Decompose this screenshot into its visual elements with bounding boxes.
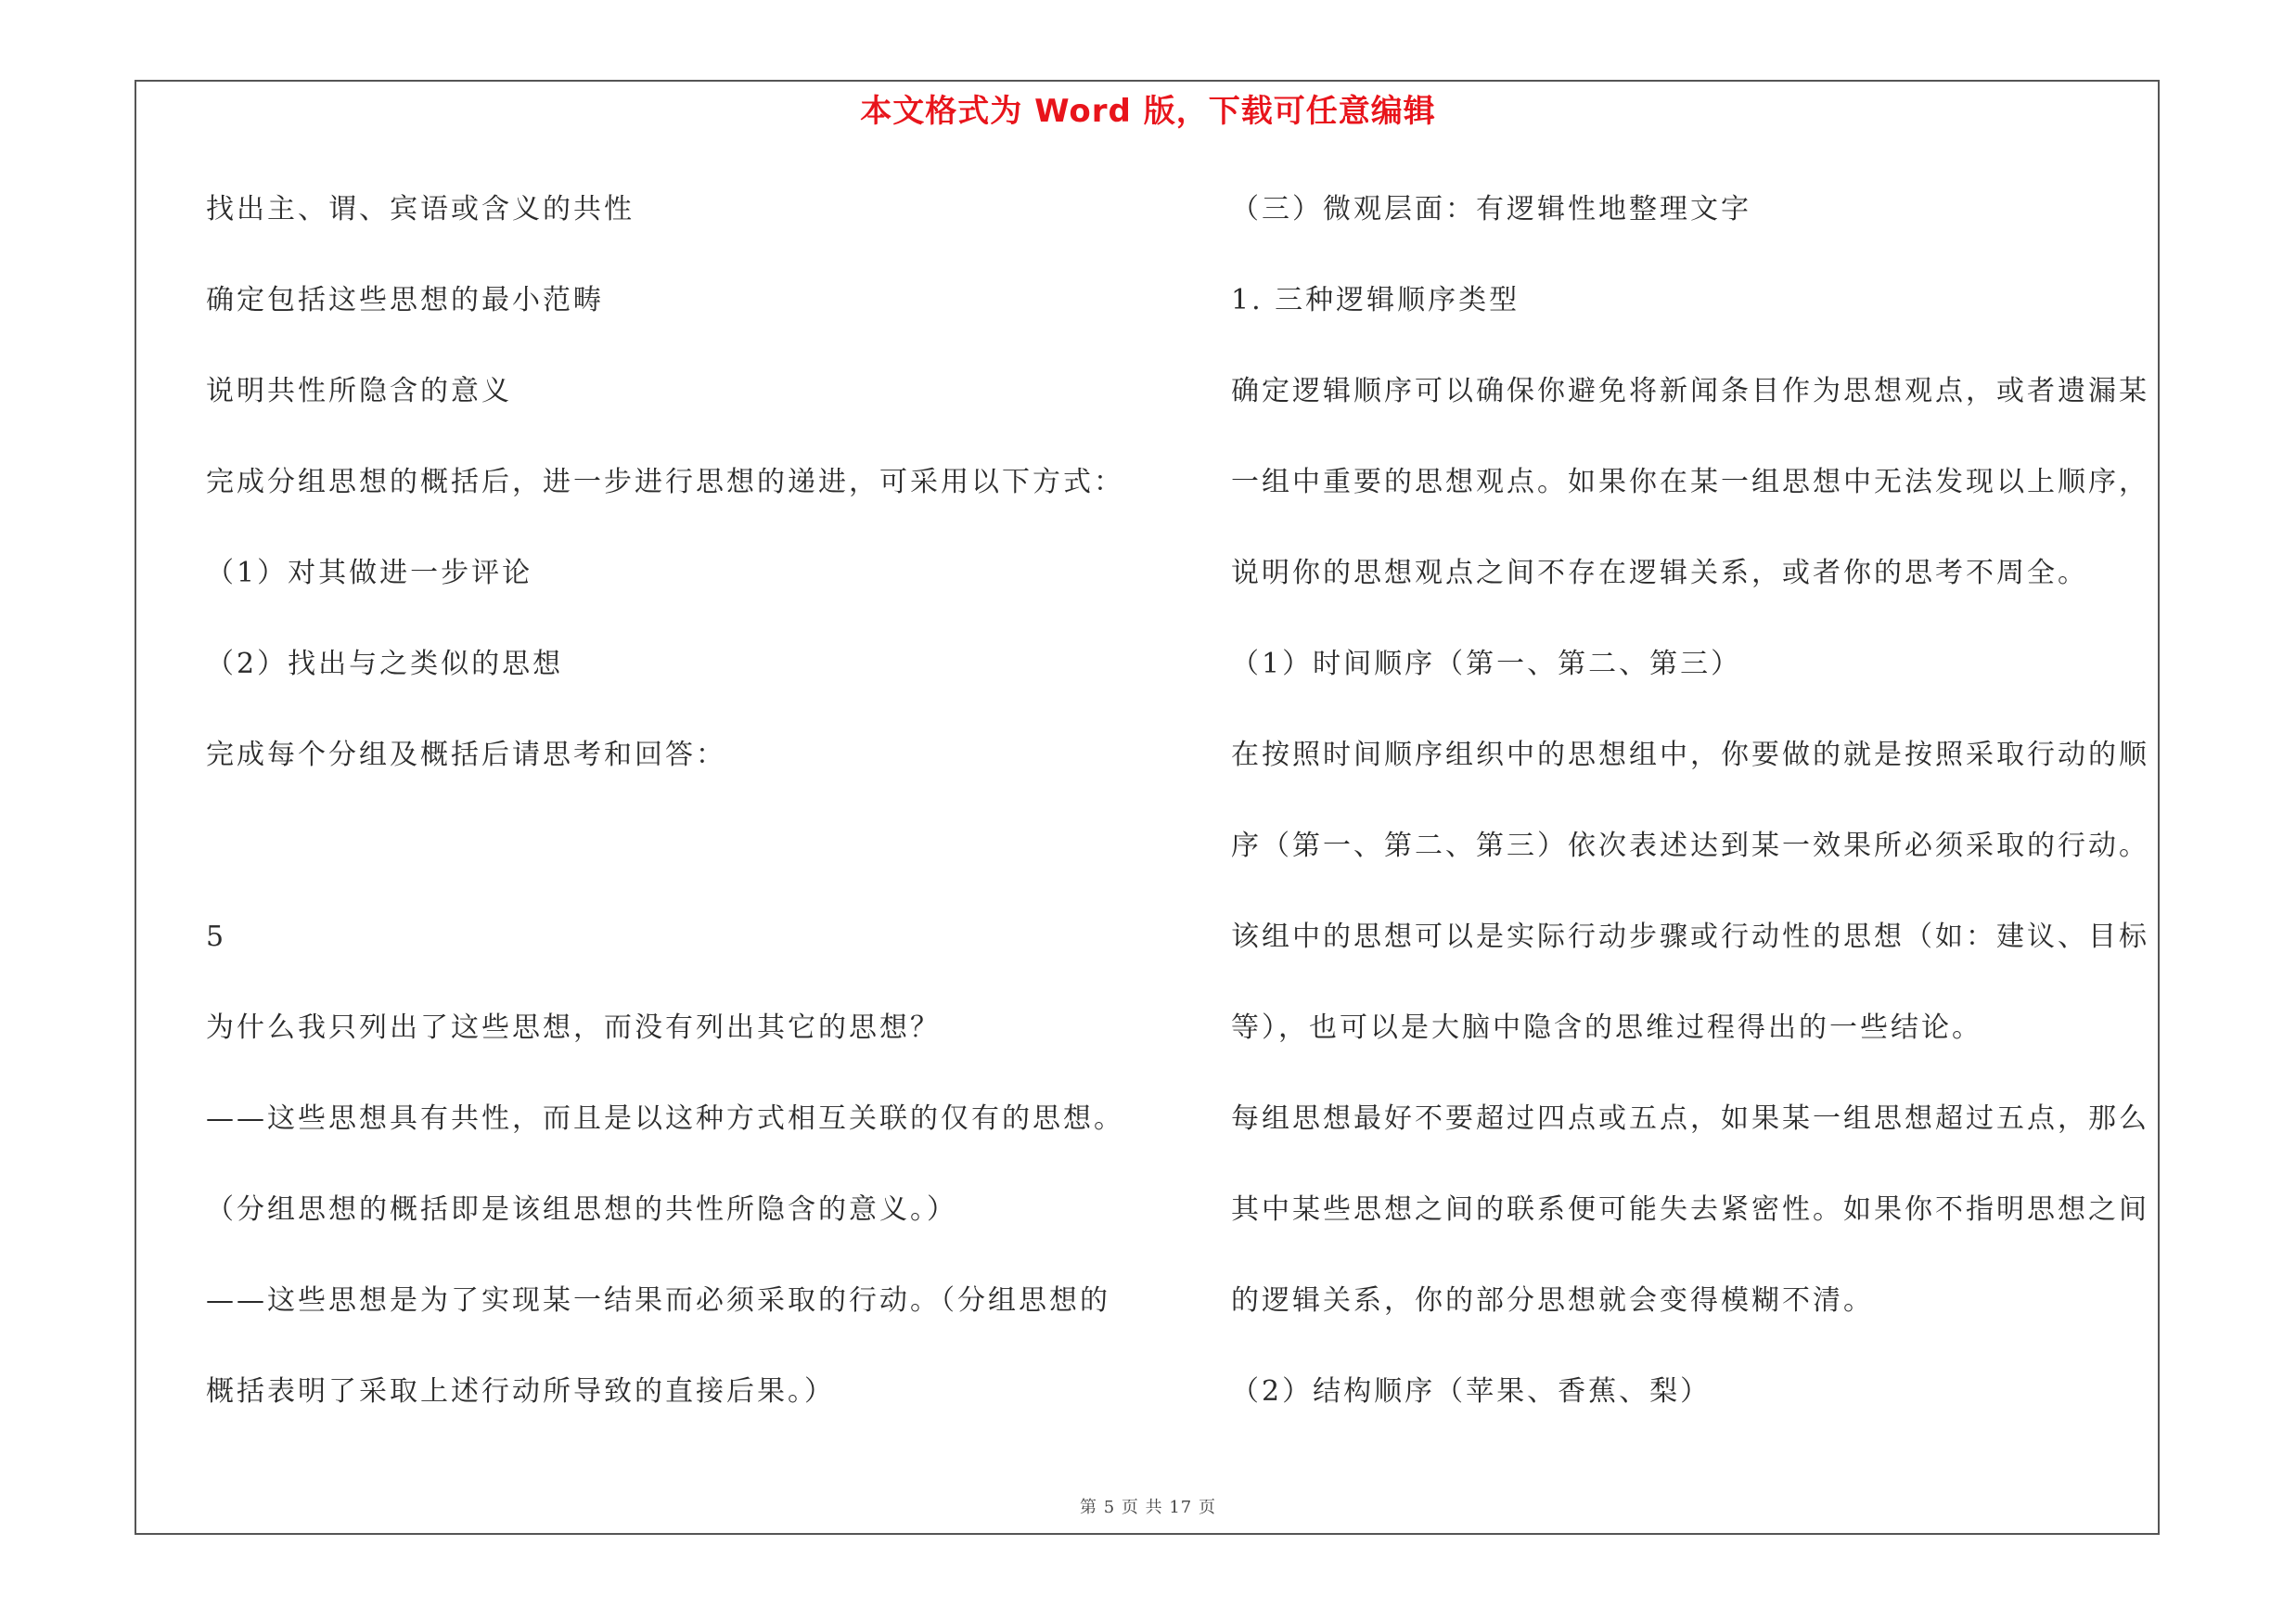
left-page-number: 5 xyxy=(206,921,227,953)
left-line-1: 找出主、谓、宾语或含义的共性 xyxy=(206,193,635,225)
right-line-13: 的逻辑关系，你的部分思想就会变得模糊不清。 xyxy=(1231,1284,1874,1317)
left-line-4: 完成分组思想的概括后，进一步进行思想的递进，可采用以下方式： xyxy=(206,466,1124,498)
editable-notice-banner: 本文格式为 Word 版，下载可任意编辑 xyxy=(860,93,1436,130)
right-line-3: 确定逻辑顺序可以确保你避免将新闻条目作为思想观点，或者遗漏某 xyxy=(1231,375,2149,407)
page-footer: 第 5 页 共 17 页 xyxy=(1080,1498,1216,1517)
left-line-11: （分组思想的概括即是该组思想的共性所隐含的意义。） xyxy=(206,1193,957,1226)
left-line-3: 说明共性所隐含的意义 xyxy=(206,375,512,407)
right-line-7: 在按照时间顺序组织中的思想组中，你要做的就是按照采取行动的顺 xyxy=(1231,739,2149,771)
left-line-10: ——这些思想具有共性，而且是以这种方式相互关联的仅有的思想。 xyxy=(206,1102,1124,1135)
left-line-9: 为什么我只列出了这些思想，而没有列出其它的思想？ xyxy=(206,1011,941,1044)
right-line-6: （1）时间顺序（第一、第二、第三） xyxy=(1231,648,1742,680)
left-line-13: 概括表明了采取上述行动所导致的直接后果。） xyxy=(206,1375,835,1408)
left-line-12: ——这些思想是为了实现某一结果而必须采取的行动。（分组思想的 xyxy=(206,1284,1110,1317)
right-line-4: 一组中重要的思想观点。如果你在某一组思想中无法发现以上顺序， xyxy=(1231,466,2149,498)
right-line-11: 每组思想最好不要超过四点或五点，如果某一组思想超过五点，那么 xyxy=(1231,1102,2149,1135)
left-line-5: （1）对其做进一步评论 xyxy=(206,557,533,589)
left-line-6: （2）找出与之类似的思想 xyxy=(206,648,564,680)
right-line-2: 1. 三种逻辑顺序类型 xyxy=(1231,284,1520,316)
left-line-2: 确定包括这些思想的最小范畴 xyxy=(206,284,604,316)
right-line-8: 序（第一、第二、第三）依次表述达到某一效果所必须采取的行动。 xyxy=(1231,830,2149,862)
left-line-7: 完成每个分组及概括后请思考和回答： xyxy=(206,739,726,771)
right-line-1: （三）微观层面：有逻辑性地整理文字 xyxy=(1231,193,1751,225)
right-line-14: （2）结构顺序（苹果、香蕉、梨） xyxy=(1231,1375,1712,1408)
right-line-12: 其中某些思想之间的联系便可能失去紧密性。如果你不指明思想之间 xyxy=(1231,1193,2149,1226)
right-line-5: 说明你的思想观点之间不存在逻辑关系，或者你的思考不周全。 xyxy=(1231,557,2088,589)
right-line-10: 等），也可以是大脑中隐含的思维过程得出的一些结论。 xyxy=(1231,1011,1982,1044)
right-line-9: 该组中的思想可以是实际行动步骤或行动性的思想（如：建议、目标 xyxy=(1231,921,2149,953)
